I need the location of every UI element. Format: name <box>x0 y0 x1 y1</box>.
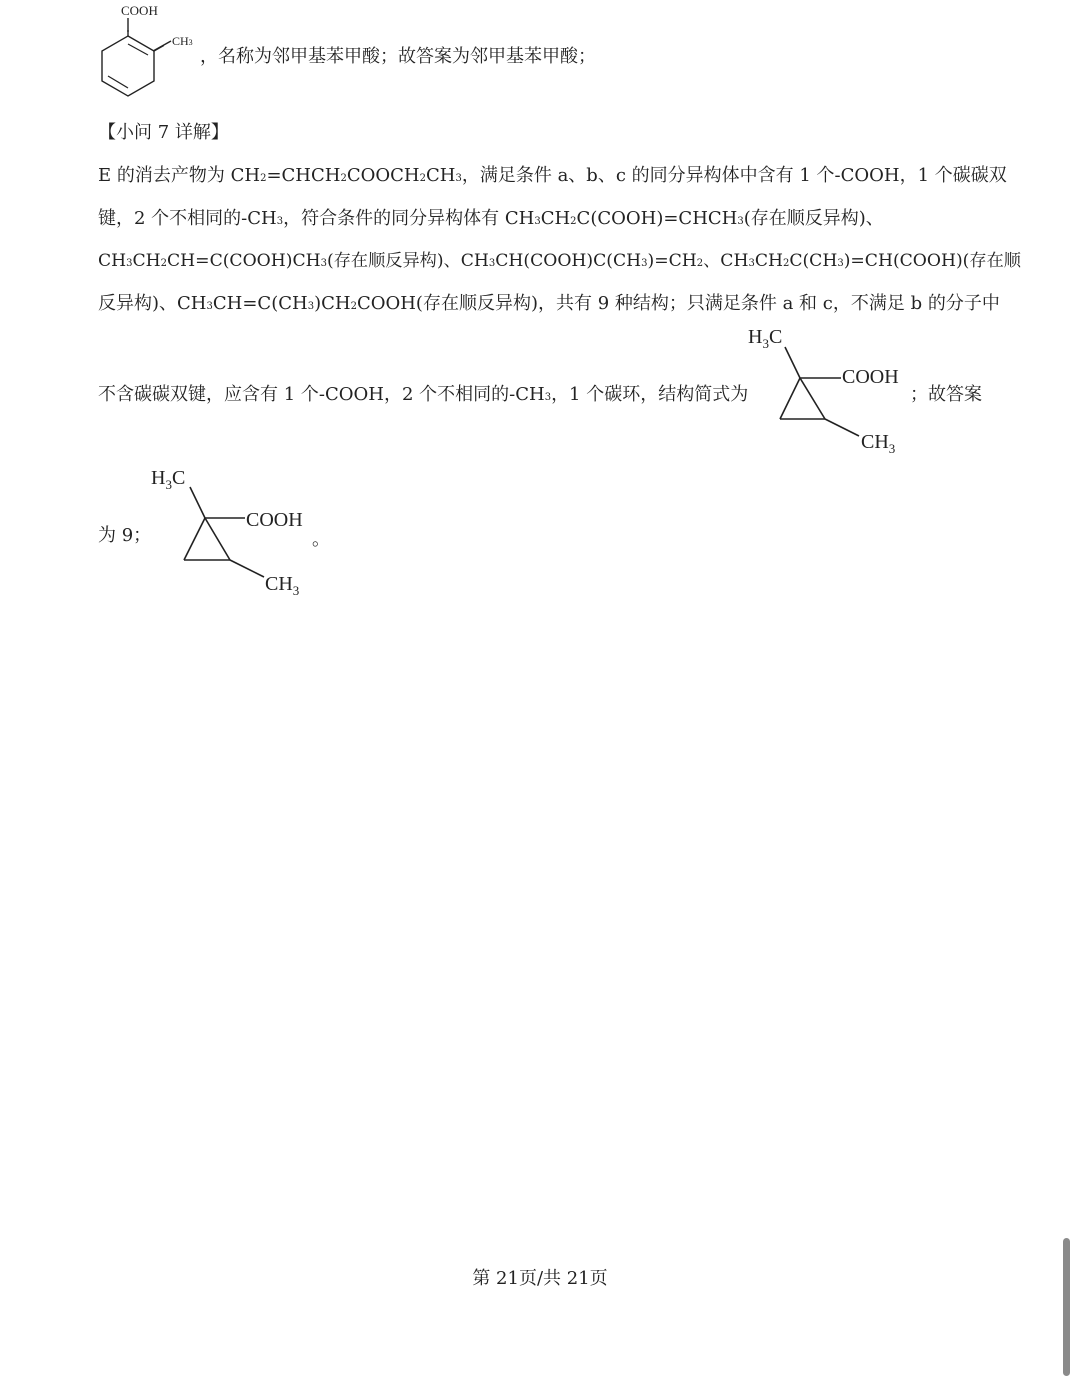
paragraph-line-4: 反异构)、CH3CH=C(CH3)CH2COOH(存在顺反异构)，共有 9 种结构；只满足条件 a 和 c，不满足 b 的分子中 <box>98 293 1000 314</box>
paragraph-line-6: 为 9； <box>98 525 152 546</box>
page-number-footer: 第 21页/共 21页 <box>472 1268 608 1289</box>
paragraph-line-5-end: ；故答案 <box>910 384 982 405</box>
cooh-label: COOH <box>842 366 899 388</box>
paragraph-line-1: E 的消去产物为 CH2=CHCH2COOCH2CH3，满足条件 a、b、c 的同分异构体中含有 1 个-COOH，1 个碳碳双 <box>98 165 1007 186</box>
paragraph-line-6-end: 。 <box>312 529 330 550</box>
paragraph-line-2: 键，2 个不相同的-CH3，符合条件的同分异构体有 CH3CH2C(COOH)=CHCH3(存在顺反异构)、 <box>98 208 884 229</box>
ch3-label: $CH_3$ <box>861 431 896 456</box>
structure-ch3-label: CH3 <box>172 34 193 48</box>
h3c-label: $H_3C$ <box>748 326 783 351</box>
scrollbar-thumb[interactable] <box>1063 1238 1070 1376</box>
structure-caption: ，名称为邻甲基苯甲酸；故答案为邻甲基苯甲酸； <box>200 46 596 67</box>
ch3-label: $CH_3$ <box>265 573 300 598</box>
paragraph-line-5: 不含碳碳双键，应含有 1 个-COOH，2 个不相同的-CH3，1 个碳环，结构简式为 <box>98 384 749 405</box>
cooh-label: COOH <box>246 509 303 531</box>
cyclopropane-structure-2 <box>148 465 318 600</box>
h3c-label: $H_3C$ <box>151 467 186 492</box>
paragraph-line-3: CH3CH2CH=C(COOH)CH3(存在顺反异构)、CH3CH(COOH)C(CH3)=CH2、CH3CH2C(CH3)=CH(COOH)(存在顺 <box>98 251 1021 271</box>
structure-cooh-label: COOH <box>121 3 158 18</box>
cyclopropane-structure-1 <box>745 325 915 460</box>
section-heading: 【小问 7 详解】 <box>98 122 229 143</box>
